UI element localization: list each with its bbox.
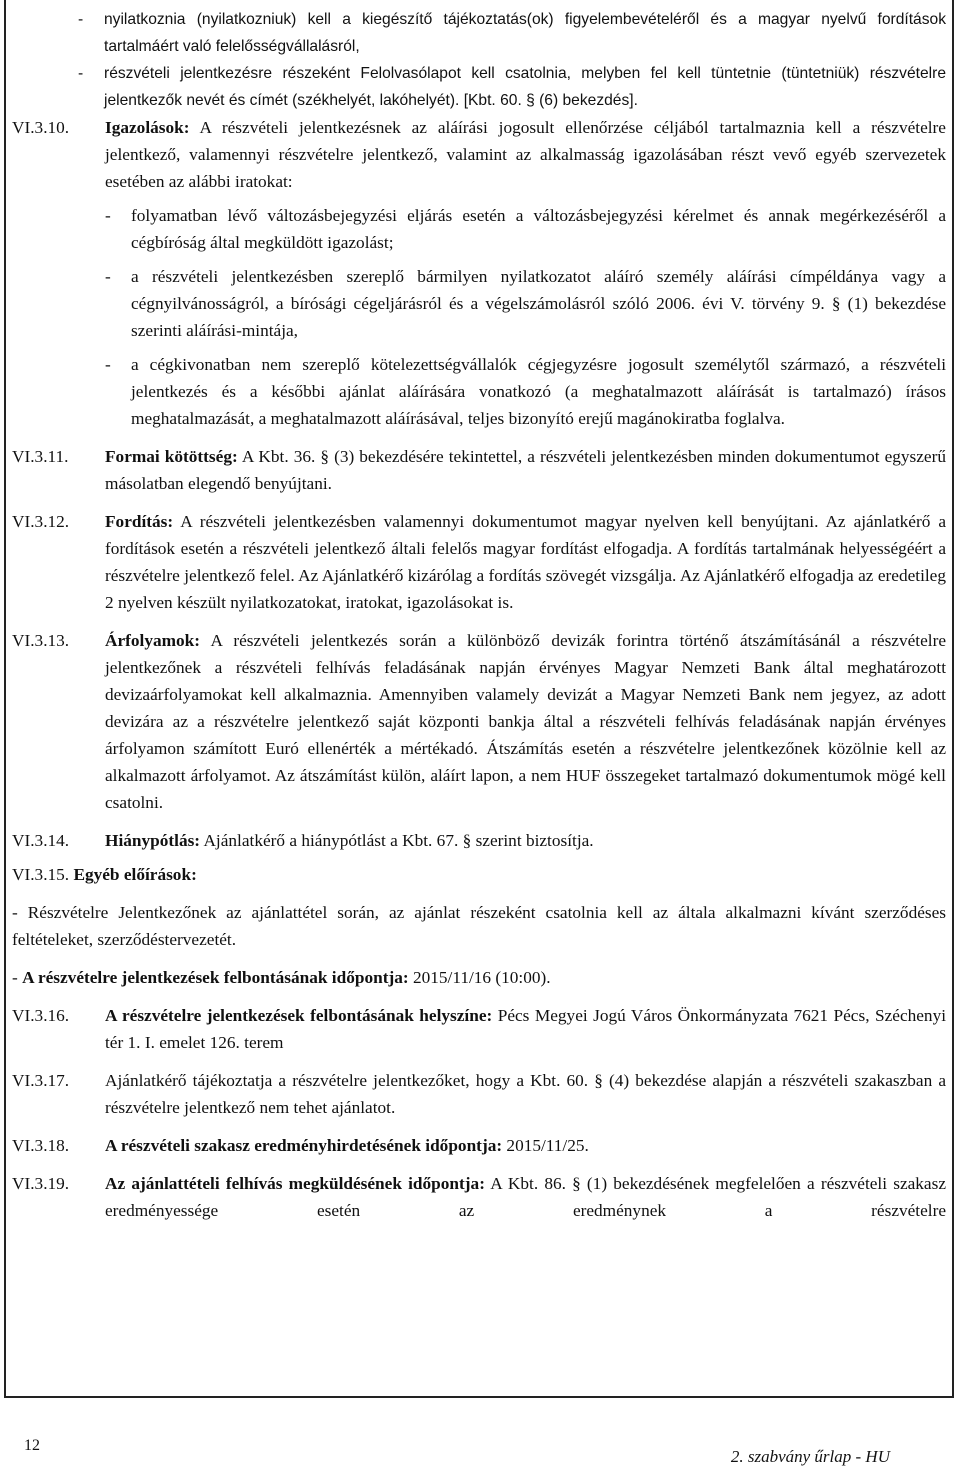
section-title: Hiánypótlás: bbox=[105, 831, 201, 850]
section-number: VI.3.13. bbox=[12, 631, 70, 650]
dash-marker: - bbox=[78, 65, 84, 82]
section-text: 2015/11/25. bbox=[506, 1136, 589, 1155]
section-text: Részvételre Jelentkezőnek az ajánlattétel során, az ajánlat részeként csatolnia kell az általa alkalmazni kívánt szerződéses feltételeket, szerződéstervezetét. bbox=[12, 903, 947, 949]
section-number: VI.3.10. bbox=[12, 118, 70, 137]
section-text: Ajánlatkérő a hiánypótlást a Kbt. 67. § szerint biztosítja. bbox=[203, 831, 594, 850]
form-label: 2. szabvány űrlap - HU bbox=[730, 1447, 890, 1466]
page-number: 12 bbox=[24, 1437, 40, 1454]
section-title: A részvételi szakasz eredményhirdetésének időpontja: bbox=[105, 1136, 503, 1155]
list-item bbox=[105, 202, 946, 256]
section-paragraph: - A részvételre jelentkezések felbontásának időpontja: 2015/11/16 (10:00). bbox=[12, 968, 551, 987]
list-item-text: részvételi jelentkezésre részeként Felolvasólapot kell csatolnia, melyben fel kell tüntetnie (tüntetniük) részvételre jelentkezők nevét és címét (székhelyét, lakóhelyét). [Kbt. 60. § (6) bekezdés]. bbox=[104, 65, 946, 109]
section-number: VI.3.16. bbox=[12, 1006, 70, 1025]
section-title: Igazolások: bbox=[105, 118, 190, 137]
dash-marker: - bbox=[105, 267, 111, 286]
section-text: A Kbt. 36. § (3) bekezdésére tekintettel, a részvételi jelentkezésben minden dokumentumot egyszerű másolatban elegendő benyújtani. bbox=[105, 447, 946, 493]
list-item bbox=[12, 6, 946, 60]
section-vi-3-15 bbox=[12, 861, 946, 888]
section-vi-3-17 bbox=[12, 1067, 946, 1121]
section-title: Fordítás: bbox=[105, 512, 174, 531]
section-vi-3-10 bbox=[12, 114, 946, 195]
section-vi-3-16 bbox=[12, 1002, 946, 1056]
dash-marker: - bbox=[78, 11, 84, 28]
list-item-text: a részvételi jelentkezésben szereplő bármilyen nyilatkozatot aláíró személy aláírási címpéldánya vagy a cégnyilvánosságról, a bírósági cégeljárásról és a végelszámolásról szóló 2006. évi V. törvény 9. § (1) bekezdése szerinti aláírási-mintája, bbox=[131, 267, 946, 340]
section-number: VI.3.18. bbox=[12, 1136, 70, 1155]
section-title: Árfolyamok: bbox=[105, 631, 201, 650]
document-body bbox=[12, 6, 946, 1224]
section-title: A részvételre jelentkezések felbontásának helyszíne: bbox=[105, 1006, 493, 1025]
section-vi-3-13 bbox=[12, 627, 946, 816]
section-number: VI.3.17. bbox=[12, 1071, 70, 1090]
section-number: VI.3.19. bbox=[12, 1174, 70, 1193]
section-number: VI.3.12. bbox=[12, 512, 70, 531]
section-title: Formai kötöttség: bbox=[105, 447, 238, 466]
section-number: VI.3.11. bbox=[12, 447, 69, 466]
opening-date-value: 2015/11/16 (10:00). bbox=[412, 968, 551, 987]
list-item-text: nyilatkoznia (nyilatkozniuk) kell a kiegészítő tájékoztatás(ok) figyelembevételéről és a magyar nyelvű fordítások tartalmáért való felelősségvállalásról, bbox=[104, 11, 946, 55]
section-title: Egyéb előírások: bbox=[73, 865, 197, 884]
section-vi-3-19 bbox=[12, 1170, 946, 1224]
list-item-text: folyamatban lévő változásbejegyzési eljárás esetén a változásbejegyzési kérelmet és annak megérkezéséről a cégbíróság által megküldött igazolást; bbox=[131, 206, 946, 252]
list-item bbox=[105, 263, 946, 344]
section-text: Pécs Megyei Jogú Város Önkormányzata 7621 Pécs, Széchenyi tér 1. I. emelet 126. terem bbox=[105, 1006, 947, 1052]
section-text: A részvételi jelentkezés során a különböző devizák forintra történő átszámításánál a részvételre jelentkezőnek a részvételi felhívás feladásának napján érvényes Magyar Nemzeti Bank által meghatározott devizaárfolyamokat kell alkalmaznia. Amennyiben valamely devizát a Magyar Nemzeti Bank nem jegyez, az adott devizára az a részvételre jelentkező saját központi bankja által a részvételi felhívás feladásának napján érvényes árfolyamon számított Euró ellenérték a mértékadó. Átszámítás esetén a részvételre jelentkezőnek közölnie kell az alkalmazott árfolyamot. Az átszámítást külön, aláírt lapon, a nem HUF összegeket tartalmazó dokumentumok mögé kell csatolni. bbox=[105, 631, 946, 812]
dash-marker: - bbox=[105, 355, 111, 374]
list-item bbox=[105, 351, 946, 432]
section-vi-3-14 bbox=[12, 827, 946, 854]
section-text: A részvételi jelentkezésnek az aláírási jogosult ellenőrzése céljából tartalmaznia kell a részvételre jelentkező, valamennyi részvételre jelentkező, valamint az alkalmasság igazolásában részt vevő egyéb szervezetek esetében az alábbi iratokat: bbox=[105, 118, 946, 191]
section-vi-3-12 bbox=[12, 508, 946, 616]
section-text: Ajánlatkérő tájékoztatja a részvételre jelentkezőket, hogy a Kbt. 60. § (4) bekezdése alapján a részvételi szakaszban a részvételre jelentkező nem tehet ajánlatot. bbox=[105, 1071, 946, 1117]
list-item-text: a cégkivonatban nem szereplő kötelezettségvállalók cégjegyzésre jogosult személytől származó, a részvételi jelentkezés és a későbbi ajánlat aláírására vonatkozó (a meghatalmazott aláírását is tartalmazó) írásos meghatalmazását, a meghatalmazott aláírásával, teljes bizonyító erejű magánokiratba foglalva. bbox=[131, 355, 946, 428]
section-text: A Kbt. 86. § (1) bekezdésének megfelelően a részvételi szakasz eredményessége esetén az eredménynek a részvételre bbox=[105, 1174, 946, 1220]
dash-marker: - bbox=[12, 903, 18, 922]
section-vi-3-18 bbox=[12, 1132, 946, 1159]
section-text: A részvételi jelentkezésben valamennyi dokumentumot magyar nyelven kell benyújtani. Az ajánlatkérő a fordítások esetén a részvételi jelentkező általi felelős magyar fordítást elfogadja. A fordítás tartalmának helyességéért a részvételre jelentkező felel. Az Ajánlatkérő kizárólag a fordítás szövegét vizsgálja. Az Ajánlatkérő elfogadja az eredetileg 2 nyelven készült nyilatkozatokat, iratokat, igazolásokat is. bbox=[105, 512, 946, 612]
section-title: Az ajánlattételi felhívás megküldésének időpontja: bbox=[105, 1174, 485, 1193]
list-item bbox=[12, 60, 946, 114]
section-number: VI.3.15. bbox=[12, 865, 70, 884]
opening-date-label: A részvételre jelentkezések felbontásának időpontja: bbox=[22, 968, 409, 987]
section-vi-3-11 bbox=[12, 443, 946, 497]
section-number: VI.3.14. bbox=[12, 831, 70, 850]
dash-marker: - bbox=[105, 206, 111, 225]
section-paragraph bbox=[12, 899, 946, 953]
